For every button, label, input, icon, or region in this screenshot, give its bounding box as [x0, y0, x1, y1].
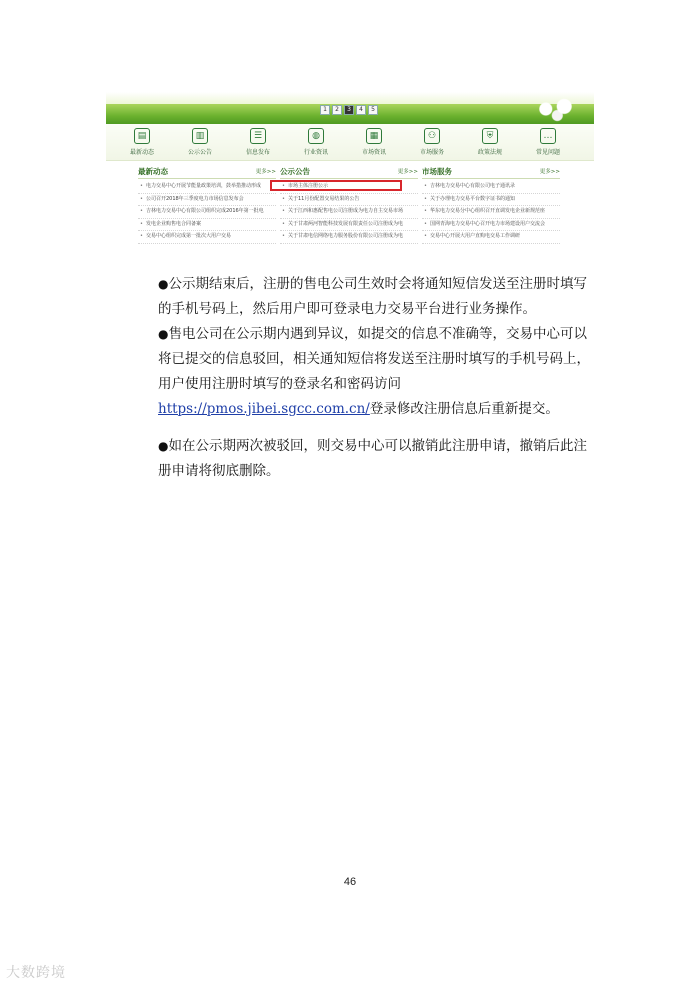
people-icon: ⚇ — [424, 128, 440, 144]
more-link[interactable]: 更多>> — [255, 169, 276, 175]
shield-icon: ⛨ — [482, 128, 498, 144]
nav-label: 最新动态 — [129, 149, 154, 156]
nav-label: 市场服务 — [419, 149, 444, 156]
red-highlight-box — [270, 180, 402, 191]
nav-item[interactable] — [354, 126, 394, 156]
news-list — [138, 181, 276, 244]
list-item[interactable]: • 关于甘肃两河智能科技发展有限责任公司注册成为电 — [280, 219, 418, 232]
nav-item[interactable] — [470, 126, 510, 156]
list-item[interactable]: • 发电企业购售电合同备案 — [138, 219, 276, 232]
list-item[interactable]: • 关于江西和惠配售电公司注册成为电力自主交易市场 — [280, 206, 418, 219]
list-item[interactable]: • 电力交易中心开展节能量政策培训，鼓举措推动形成 — [138, 181, 276, 194]
list-icon: ☰ — [250, 128, 266, 144]
list-item[interactable]: • 交易中心开展大用户直购电交易工作调研 — [422, 231, 560, 244]
column-public-notice — [280, 166, 418, 244]
list-item[interactable]: • 华东电力交易分中心组织召开直调发电企业新规范座 — [422, 206, 560, 219]
column-title: 最新动态 — [138, 167, 168, 176]
embedded-screenshot — [106, 92, 594, 250]
bullet: ● — [158, 327, 169, 341]
nav-label: 市场资讯 — [361, 149, 386, 156]
column-latest-news — [138, 166, 276, 244]
nav-label: 公示公告 — [187, 149, 212, 156]
paragraph-2: ●售电公司在公示期内遇到异议，如提交的信息不准确等，交易中心可以将已提交的信息驳回，相关通知短信将发送至注册时填写的手机号码上，用户使用注册时填写的登录名和密码访问 https://pmos.jibei.sgcc.com.cn/登录修改注册信息后重新提交。 — [158, 326, 590, 417]
list-item[interactable]: • 关于甘肃电信网络电力服务股份有限公司注册成为电 — [280, 231, 418, 244]
nav-item[interactable] — [238, 126, 278, 156]
flower-graphic — [532, 96, 578, 122]
notice-board-icon: ▥ — [192, 128, 208, 144]
nav-label: 政策法规 — [477, 149, 502, 156]
list-item[interactable]: • 国网青海电力交易中心召开电力市场建设用户交流会 — [422, 219, 560, 232]
bullet: ● — [158, 439, 169, 453]
more-link[interactable]: 更多>> — [539, 169, 560, 175]
column-title: 市场服务 — [422, 167, 452, 176]
column-market-service — [422, 166, 560, 244]
watermark: 大数跨境 — [6, 965, 66, 981]
carousel-page-button[interactable]: 2 — [332, 105, 342, 115]
list-item[interactable]: • 交易中心组织完成第一批次大用户交易 — [138, 231, 276, 244]
nav-label: 行业资讯 — [303, 149, 328, 156]
list-item[interactable]: • 市场主体注册公示 — [280, 181, 418, 194]
nav-item[interactable] — [180, 126, 220, 156]
nav-item[interactable] — [412, 126, 452, 156]
list-item[interactable]: • 公司召开2018年三季度电力市场信息发布会 — [138, 194, 276, 207]
nav-label: 信息发布 — [245, 149, 270, 156]
icon-navigation-bar — [106, 124, 594, 161]
list-item[interactable]: • 关于办理电力交易平台数字证书的通知 — [422, 194, 560, 207]
list-item[interactable]: • 吉林电力交易中心有限公司组织完成2016年第一批电 — [138, 206, 276, 219]
banner-image — [106, 92, 594, 124]
carousel-page-button[interactable]: 5 — [368, 105, 378, 115]
nav-item[interactable] — [528, 126, 568, 156]
carousel-page-button[interactable]: 1 — [320, 105, 330, 115]
nav-item[interactable] — [296, 126, 336, 156]
list-item[interactable]: • 吉林电力交易中心有限公司电子通讯录 — [422, 181, 560, 194]
paragraph-3: ●如在公示期两次被驳回，则交易中心可以撤销此注册申请，撤销后此注册申请将彻底删除。 — [158, 438, 587, 479]
carousel-page-button[interactable]: 3 — [344, 105, 354, 115]
list-item[interactable]: • 关于11月份配置交易结果的公告 — [280, 194, 418, 207]
carousel-page-button[interactable]: 4 — [356, 105, 366, 115]
globe-icon: ◍ — [308, 128, 324, 144]
paragraph-1: ●公示期结束后，注册的售电公司生效时会将通知短信发送至注册时填写的手机号码上，然后用户即可登录电力交易平台进行业务操作。 — [158, 276, 587, 317]
carousel-pager — [320, 105, 378, 115]
more-link[interactable]: 更多>> — [397, 169, 418, 175]
bullet: ● — [158, 277, 169, 291]
newspaper-icon: ▦ — [366, 128, 382, 144]
document-icon: ▤ — [134, 128, 150, 144]
column-title: 公示公告 — [280, 167, 310, 176]
nav-label: 常见问题 — [535, 149, 560, 156]
login-url-link[interactable]: https://pmos.jibei.sgcc.com.cn/ — [158, 401, 370, 417]
page-number: 46 — [343, 876, 357, 888]
nav-item[interactable] — [122, 126, 162, 156]
chat-bubble-icon: … — [540, 128, 556, 144]
service-list — [422, 181, 560, 244]
